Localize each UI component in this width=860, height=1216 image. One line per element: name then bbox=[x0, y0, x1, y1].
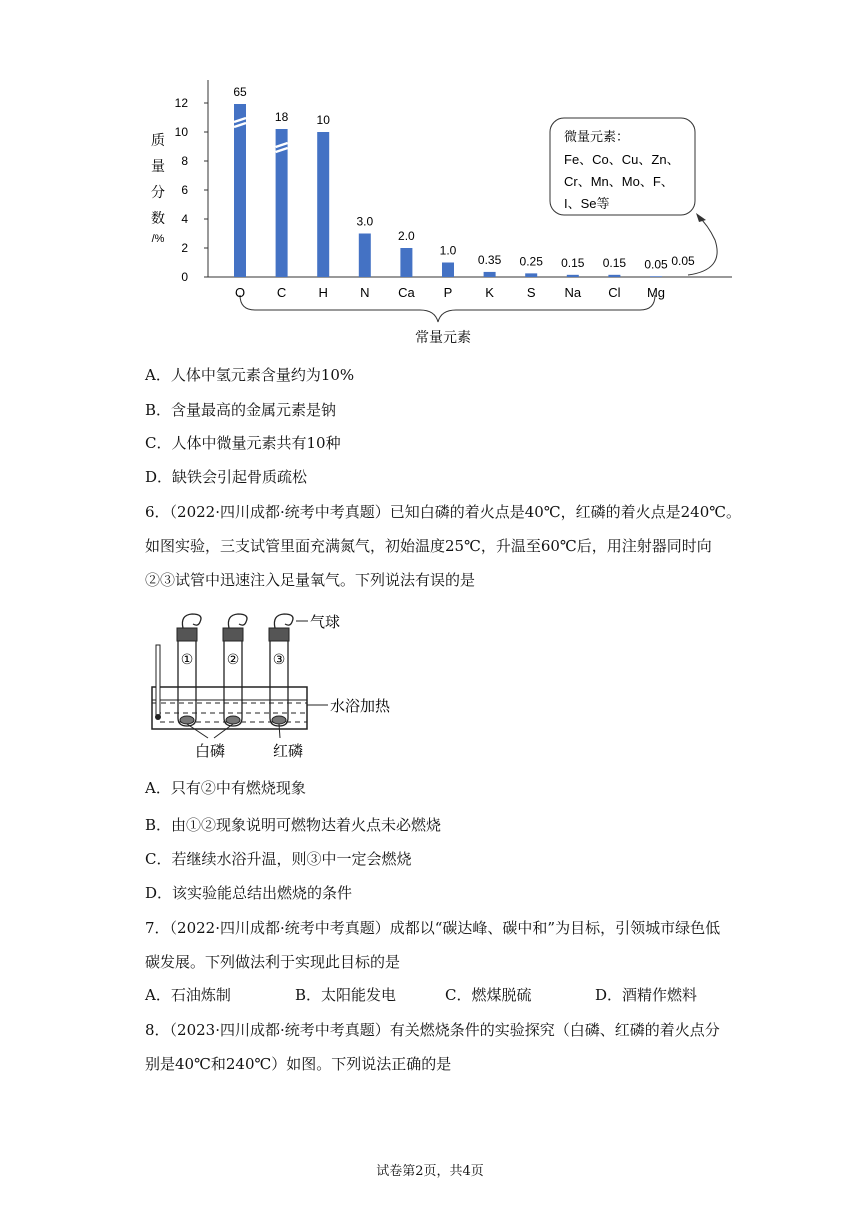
q5-option-a: A．人体中氢元素含量约为10% bbox=[145, 366, 355, 384]
chart-svg bbox=[140, 70, 740, 360]
test-tube-svg bbox=[140, 600, 440, 765]
q8-stem-line: 8．（2023·四川成都·统考中考真题）有关燃烧条件的实验探究（白磷、红磷的着火点分 bbox=[145, 1021, 720, 1039]
tube-2 bbox=[223, 614, 247, 726]
bar-na bbox=[567, 275, 579, 277]
white-p-leader bbox=[187, 724, 208, 738]
balloon-label: 气球 bbox=[310, 614, 341, 631]
x-tick-label: H bbox=[318, 285, 328, 300]
q7-option-c: C．燃煤脱硫 bbox=[445, 986, 532, 1004]
ylabel-unit: /% bbox=[151, 233, 165, 245]
element-mass-chart bbox=[140, 70, 740, 360]
bar-mg bbox=[650, 276, 662, 277]
bar-cl bbox=[608, 275, 620, 277]
bar-value-label: 18 bbox=[274, 110, 289, 124]
tube-label-1: ① bbox=[180, 651, 194, 667]
q5-option-d: D．缺铁会引起骨质疏松 bbox=[145, 468, 308, 486]
callout-line: 微量元素： bbox=[564, 129, 630, 144]
y-tick-label: 0 bbox=[181, 270, 188, 284]
bar-value-label: 0.25 bbox=[519, 254, 543, 269]
white-p-label: 白磷 bbox=[194, 743, 226, 760]
x-tick-label: Cl bbox=[608, 285, 621, 300]
callout-arrow-head bbox=[696, 213, 706, 222]
test-tube-figure bbox=[140, 600, 440, 765]
thermometer-bulb bbox=[155, 714, 161, 720]
ylabel-char: 数 bbox=[151, 210, 165, 226]
bar-o bbox=[234, 104, 246, 277]
x-tick-label: Ca bbox=[398, 285, 415, 300]
q6-option-a: A．只有②中有燃烧现象 bbox=[145, 779, 306, 797]
tube-label-3: ③ bbox=[272, 651, 286, 667]
y-tick-label: 6 bbox=[181, 183, 188, 197]
q6-option-b: B．由①②现象说明可燃物达着火点未必燃烧 bbox=[145, 816, 442, 834]
tube-label-2: ② bbox=[226, 651, 240, 667]
x-tick-label: Na bbox=[564, 285, 582, 300]
bar-value-label: 0.15 bbox=[561, 255, 585, 270]
brace-label: 常量元素 bbox=[415, 329, 471, 345]
q6-option-c: C．若继续水浴升温，则③中一定会燃烧 bbox=[145, 850, 412, 868]
callout-line: I、Se等 bbox=[564, 196, 610, 211]
bar-value-label: 1.0 bbox=[439, 243, 457, 258]
y-tick-label: 4 bbox=[181, 212, 188, 226]
x-tick-label: N bbox=[360, 285, 370, 300]
x-tick-label: Mg bbox=[646, 285, 666, 300]
tube-3 bbox=[269, 614, 293, 726]
callout-line: Cr、Mn、Mo、F、 bbox=[564, 174, 674, 189]
q7-option-d: D．酒精作燃料 bbox=[595, 986, 698, 1004]
bar-s bbox=[525, 273, 537, 277]
ylabel-char: 分 bbox=[151, 184, 165, 200]
q5-option-b: B．含量最高的金属元素是钠 bbox=[145, 401, 337, 419]
q6-stem-line: 如图实验，三支试管里面充满氮气，初始温度25℃，升温至60℃后，用注射器同时向 bbox=[145, 537, 712, 555]
q7-stem-line: 碳发展。下列做法利于实现此目标的是 bbox=[145, 953, 401, 971]
bar-h bbox=[317, 132, 329, 277]
bar-k bbox=[484, 272, 496, 277]
bath-label: 水浴加热 bbox=[330, 698, 391, 715]
bar-n bbox=[359, 234, 371, 278]
bar-ca bbox=[400, 248, 412, 277]
q6-stem-line: ②③试管中迅速注入足量氧气。下列说法有误的是 bbox=[145, 571, 476, 589]
q6-option-d: D．该实验能总结出燃烧的条件 bbox=[145, 884, 353, 902]
q6-stem-line: 6．（2022·四川成都·统考中考真题）已知白磷的着火点是40℃，红磷的着火点是240℃。 bbox=[145, 503, 742, 521]
q7-stem-line: 7．（2022·四川成都·统考中考真题）成都以“碳达峰、碳中和”为目标，引领城市绿色低 bbox=[145, 919, 721, 937]
q8-stem-line: 别是40℃和240℃）如图。下列说法正确的是 bbox=[145, 1055, 452, 1073]
x-tick-label: O bbox=[234, 285, 246, 300]
tube-1 bbox=[177, 614, 201, 726]
y-tick-label: 12 bbox=[174, 96, 188, 110]
ylabel-char: 质 bbox=[151, 132, 165, 148]
y-tick-label: 8 bbox=[181, 154, 188, 168]
bar-value-label: 3.0 bbox=[356, 214, 374, 229]
x-tick-label: S bbox=[526, 285, 536, 300]
x-tick-label: K bbox=[485, 285, 494, 300]
bar-value-label: 2.0 bbox=[398, 229, 415, 243]
bar-value-label: 0.05 bbox=[644, 257, 668, 272]
red-p-label: 红磷 bbox=[272, 743, 304, 760]
bar-value-label: 10 bbox=[316, 113, 330, 127]
thermometer bbox=[156, 645, 160, 715]
bar-value-label: 0.35 bbox=[477, 252, 502, 267]
x-tick-label: P bbox=[443, 285, 453, 300]
white-p-leader bbox=[214, 724, 233, 738]
extra-value-label: 0.05 bbox=[671, 254, 695, 268]
callout-line: Fe、Co、Cu、Zn、 bbox=[564, 152, 680, 167]
y-tick-label: 2 bbox=[181, 241, 188, 255]
q7-option-b: B．太阳能发电 bbox=[295, 986, 397, 1004]
page-footer: 试卷第2页，共4页 bbox=[376, 1164, 484, 1179]
y-tick-label: 10 bbox=[174, 125, 188, 139]
bar-p bbox=[442, 263, 454, 278]
q5-option-c: C．人体中微量元素共有10种 bbox=[145, 434, 341, 452]
q7-option-a: A．石油炼制 bbox=[145, 986, 231, 1004]
bar-value-label: 0.15 bbox=[602, 255, 627, 270]
x-tick-label: C bbox=[276, 285, 287, 300]
bar-value-label: 65 bbox=[233, 85, 247, 99]
ylabel-char: 量 bbox=[151, 158, 165, 174]
